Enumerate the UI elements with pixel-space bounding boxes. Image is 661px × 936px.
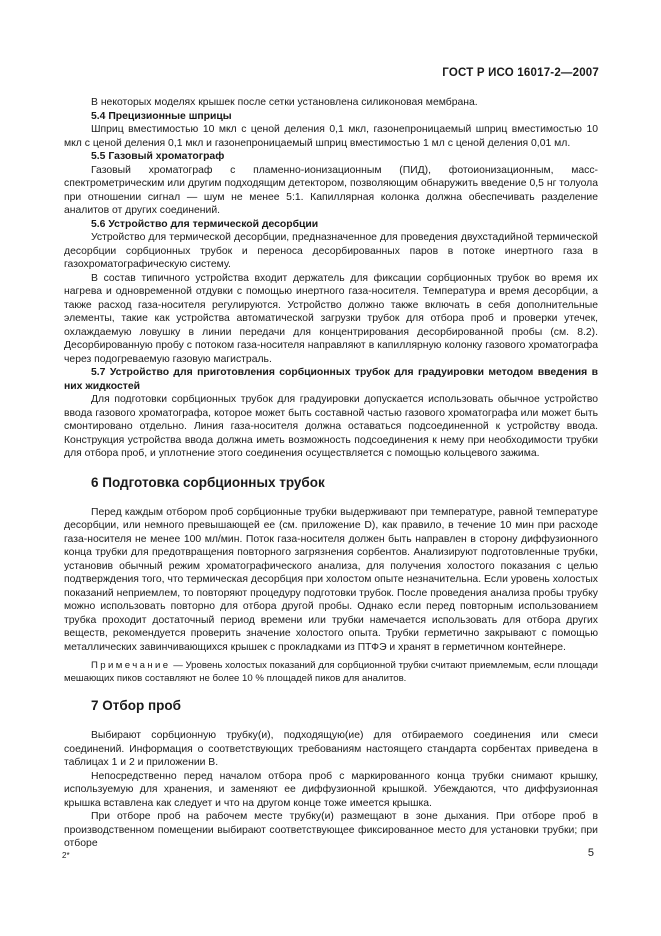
paragraph: Шприц вместимостью 10 мкл с ценой деления 0,1 мкл, газонепроницаемый шприц вместимостью 10 мкл с ценой деления 0,1 мкл и газонепроницаемый шприц вместимостью 1 мл с ценой деления 0,01 мл. [64,124,598,149]
paragraph: Выбирают сорбционную трубку(и), подходящую(ие) для отбираемого соединения или смеси соединений. Информация о соответствующих требованиям настоящего стандарта сорбентах приведена в таблицах 1 и 2 и приложении В. [64,730,598,768]
subsection-heading: 5.6 Устройство для термической десорбции [91,218,319,230]
paragraph: При отборе проб на рабочем месте трубку(и) размещают в зоне дыхания. При отборе проб в производственном помещении выбирают соответствующее фиксированное место для установки трубки; при отборе [64,811,598,849]
signature-mark: 2* [62,851,70,860]
paragraph: Перед каждым отбором проб сорбционные трубки выдерживают при температуре, равной температуре десорбции, или немного превышающей ее (см. приложение D), как правило, в течение 10 мин при расходе газа-носителя не менее 100 мл/мин. Поток газа-носителя должен быть направлен в сторону диффузионного конца трубки для предотвращения повторного загрязнения сорбентов. Анализируют подготовленные трубки, установив обычный режим хроматографического анализа, для получения холостого показания с целью подтверждения того, что термическая десорбция при холостом опыте незначительна. Если уровень холостых показаний неприемлем, то повторяют процедуру подготовки трубок. После проведения анализа пробы трубку можно использовать повторно для отбора другой пробы. Однако если перед повторным использованием трубка проходит достаточный период времени или трубки намечается использовать для отбора других веществ, рекомендуется проверить значение холостого опыта. Трубки герметично закрывают с помощью металлических завинчивающихся крышек с прокладками из ПТФЭ и хранят в герметичном контейнере. [64,506,598,653]
paragraph: Для подготовки сорбционных трубок для градуировки допускается использовать обычное устройство ввода газового хроматографа, которое может быть составной частью газового хроматографа или может быть смонтировано отдельно. Линия газа-носителя должна оставаться подсоединенной к устройству ввода. Конструкция устройства ввода должна иметь возможность подсоединения к нему при необходимости трубки для отбора проб, и уплотнение этого соединения осуществляется с помощью кольцевого зажима. [64,394,598,459]
paragraph: Непосредственно перед началом отбора проб с маркированного конца трубки снимают крышку, используемую для хранения, и заменяют ее диффузионной крышкой. Убеждаются, что диффузионная крышка вставлена как следует и что на другом конце тоже имеется крышка. [64,770,598,809]
document-header: ГОСТ Р ИСО 16017-2—2007 [442,67,599,79]
section-heading: 7 Отбор проб [91,698,181,713]
paragraph: В состав типичного устройства входит держатель для фиксации сорбционных трубок во время их нагрева и одновременной отдувки с помощью инертного газа-носителя. Температура и время десорбции, а также расход газа-носителя регулируются. Устройство должно также включать в себя дополнительные элементы, такие как устройства автоматической загрузки трубок для отбора проб и проверки утечек, охлаждаемую ловушку в линии передачи для концентрирования десорбированной пробы (см. 8.2). Десорбированную пробу с потоком газа-носителя направляют в капиллярную колонку газового хроматографа через подогреваемую газовую магистраль. [64,272,598,365]
page-number: 5 [587,847,594,859]
subsection-heading: 5.7 Устройство для приготовления сорбционных трубок для градуировки методом введения в них жидкостей [64,367,598,392]
section-heading: 6 Подготовка сорбционных трубок [91,474,325,490]
note-label: Примечание [91,660,171,671]
subsection-heading: 5.4 Прецизионные шприцы [91,110,232,122]
paragraph: Устройство для термической десорбции, предназначенное для проведения двухстадийной термической десорбции сорбционных трубок и переноса десорбированных паров в потоке инертного газа в газохроматографическую систему. [64,232,598,270]
paragraph: Газовый хроматограф с пламенно-ионизационным (ПИД), фотоионизационным, масс-спектрометрическим или другим подходящим детектором, позволяющим обнаружить введение 0,5 нг толуола при отношении сигнал — шум не менее 5:1. Капиллярная колонка должна обеспечивать разделение аналитов от других соединений. [64,164,598,216]
document-body [64,96,598,851]
subsection-heading: 5.5 Газовый хроматограф [91,151,225,162]
note-text: — Уровень холостых показаний для сорбционной трубки считают приемлемым, если площади мешающих пиков составляют не более 10 % площадей пиков для аналитов. [64,660,598,684]
paragraph: В некоторых моделях крышек после сетки установлена силиконовая мембрана. [91,97,478,108]
note [64,660,598,685]
